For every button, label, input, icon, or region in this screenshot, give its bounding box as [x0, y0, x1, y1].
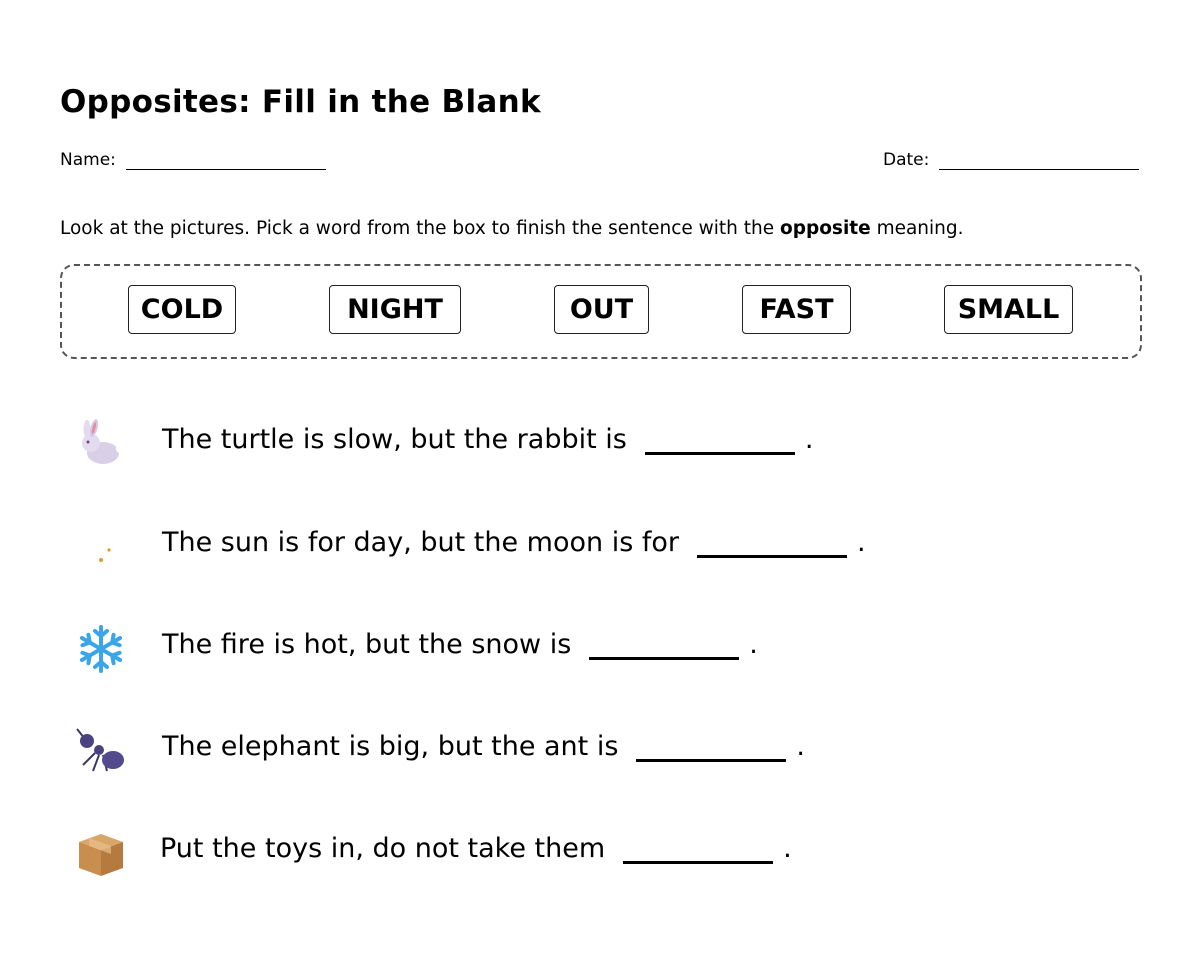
page-title: Opposites: Fill in the Blank — [60, 84, 541, 120]
answer-blank[interactable] — [697, 535, 847, 558]
instructions-text: Look at the pictures. Pick a word from the box to finish the sentence with the — [60, 218, 781, 239]
sentence-text: The elephant is big, but the ant is — [162, 731, 619, 762]
word-night: NIGHT — [329, 285, 461, 334]
box-icon — [74, 827, 128, 881]
moon-icon — [74, 521, 128, 575]
answer-blank[interactable] — [589, 637, 739, 660]
date-label: Date: — [883, 150, 930, 170]
word-fast: FAST — [742, 285, 851, 334]
sentence-text: Put the toys in, do not take them — [160, 833, 606, 864]
sentence-end: . — [749, 629, 758, 660]
sentence-row — [74, 415, 128, 475]
date-field — [883, 150, 1139, 170]
word-cold: COLD — [128, 285, 236, 334]
date-line[interactable] — [939, 153, 1139, 170]
name-label: Name: — [60, 150, 116, 170]
sentence-row — [74, 721, 128, 781]
rabbit-icon — [74, 418, 128, 472]
word-small: SMALL — [944, 285, 1073, 334]
sentence-text: The sun is for day, but the moon is for — [162, 527, 679, 558]
snowflake-icon — [74, 622, 128, 676]
sentence-end: . — [804, 424, 814, 455]
ant-icon — [74, 724, 128, 778]
sentence-text: The fire is hot, but the snow is — [162, 629, 572, 660]
answer-blank[interactable] — [623, 841, 773, 864]
instructions-text-end: meaning. — [870, 218, 964, 239]
sentence-end: . — [856, 527, 866, 558]
instructions — [60, 218, 964, 239]
sentence-row — [74, 518, 128, 578]
sentence-row — [74, 619, 128, 679]
instructions-bold: opposite — [780, 218, 871, 239]
sentence-2 — [162, 527, 866, 558]
word-out: OUT — [554, 285, 649, 334]
sentence-row — [74, 824, 128, 884]
answer-blank[interactable] — [645, 432, 795, 455]
name-line[interactable] — [126, 153, 326, 170]
sentence-text: The turtle is slow, but the rabbit is — [162, 424, 627, 455]
sentence-3 — [162, 629, 758, 660]
sentence-end: . — [783, 833, 792, 864]
name-field — [60, 150, 326, 170]
sentence-4 — [162, 731, 805, 762]
sentence-5 — [160, 833, 792, 864]
sentence-1 — [162, 424, 813, 455]
sentence-end: . — [796, 731, 805, 762]
answer-blank[interactable] — [636, 739, 786, 762]
